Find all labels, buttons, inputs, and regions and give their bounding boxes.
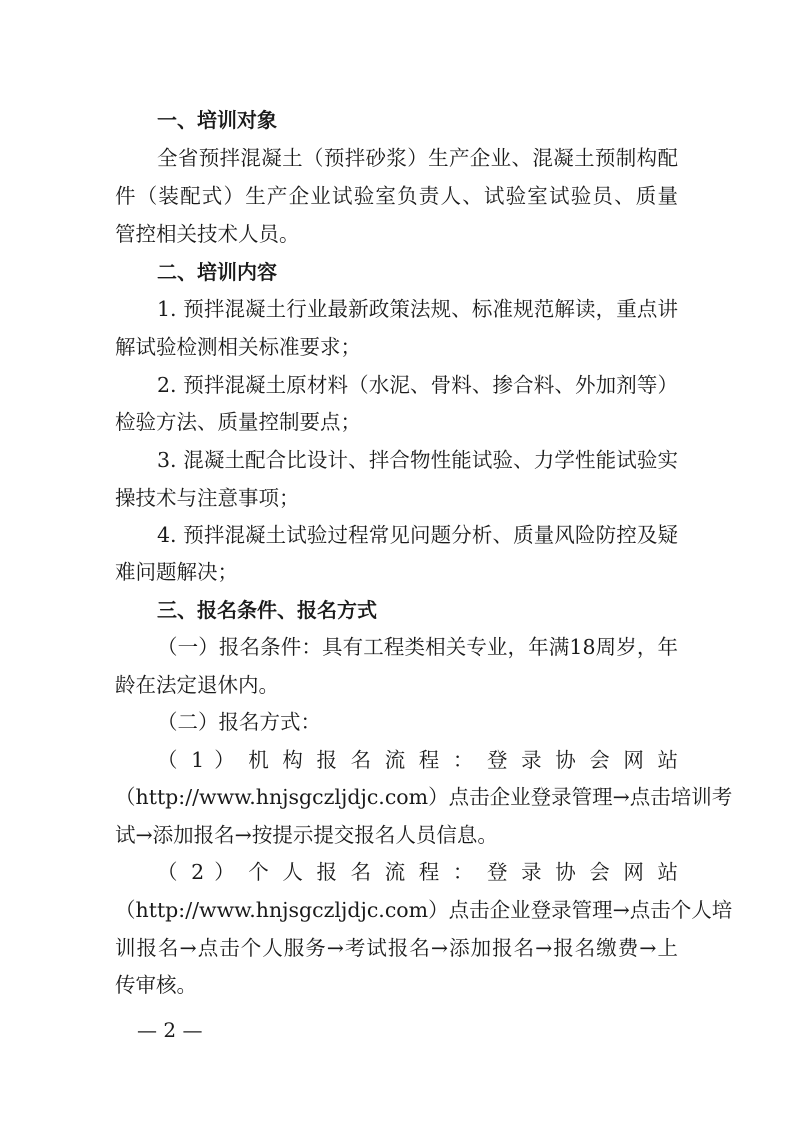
body-line: 管控相关技术人员。 xyxy=(115,222,300,246)
conditions-line: （一）报名条件：具有工程类相关专业，年满18周岁，年 xyxy=(157,635,678,659)
list-item-line: 3. 混凝土配合比设计、拌合物性能试验、力学性能试验实 xyxy=(157,448,678,472)
conditions-line: 龄在法定退休内。 xyxy=(115,673,279,697)
section-1-heading: 一、培训对象 xyxy=(157,108,277,132)
section-2-heading: 二、培训内容 xyxy=(157,260,277,284)
org-flow-line: 试→添加报名→按提示提交报名人员信息。 xyxy=(115,823,498,847)
list-item-line: 解试验检测相关标准要求； xyxy=(115,335,361,359)
personal-flow-line: 传审核。 xyxy=(115,973,197,997)
org-flow-line: （http://www.hnjsgczljdjc.com）点击企业登录管理→点击培训考 xyxy=(115,785,733,809)
methods-heading: （二）报名方式： xyxy=(157,710,321,734)
list-item-line: 2. 预拌混凝土原材料（水泥、骨料、掺合料、外加剂等） xyxy=(157,373,678,397)
personal-flow-line: （ 2 ） 个 人 报 名 流 程 ： 登 录 协 会 网 站 xyxy=(157,860,678,884)
personal-flow-line: （http://www.hnjsgczljdjc.com）点击企业登录管理→点击个人培 xyxy=(115,898,733,922)
body-line: 件（装配式）生产企业试验室负责人、试验室试验员、质量 xyxy=(115,184,678,208)
page-number: — 2 — xyxy=(137,1018,203,1042)
body-line: 全省预拌混凝土（预拌砂浆）生产企业、混凝土预制构配 xyxy=(157,146,678,170)
list-item-line: 1. 预拌混凝土行业最新政策法规、标准规范解读，重点讲 xyxy=(157,297,678,321)
list-item-line: 难问题解决； xyxy=(115,560,238,584)
org-flow-line: （ 1 ） 机 构 报 名 流 程 ： 登 录 协 会 网 站 xyxy=(157,748,678,772)
list-item-line: 检验方法、质量控制要点； xyxy=(115,410,361,434)
list-item-line: 操技术与注意事项； xyxy=(115,486,300,510)
list-item-line: 4. 预拌混凝土试验过程常见问题分析、质量风险防控及疑 xyxy=(157,523,678,547)
personal-flow-line: 训报名→点击个人服务→考试报名→添加报名→报名缴费→上 xyxy=(115,936,678,960)
section-3-heading: 三、报名条件、报名方式 xyxy=(157,598,377,622)
